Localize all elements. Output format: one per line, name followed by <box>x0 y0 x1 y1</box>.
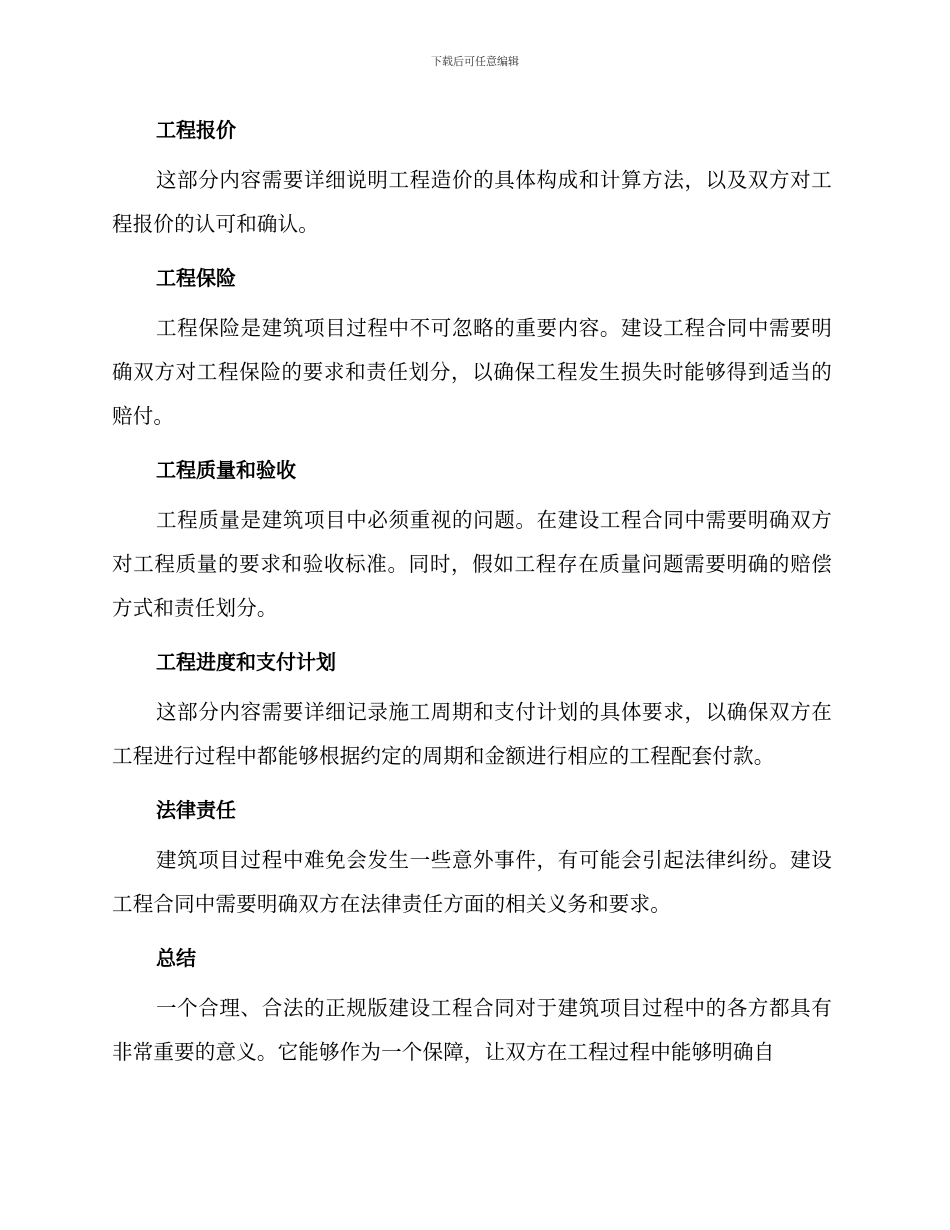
section-schedule-payment <box>112 642 832 778</box>
section-heading: 工程保险 <box>156 266 236 290</box>
section-paragraph: 建筑项目过程中难免会发生一些意外事件，有可能会引起法律纠纷。建设工程合同中需要明确双方在法律责任方面的相关义务和要求。 <box>112 848 832 916</box>
section-paragraph: 这部分内容需要详细说明工程造价的具体构成和计算方法，以及双方对工程报价的认可和确认。 <box>112 168 832 236</box>
section-paragraph: 一个合理、合法的正规版建设工程合同对于建筑项目过程中的各方都具有非常重要的意义。它能够作为一个保障，让双方在工程过程中能够明确自 <box>112 996 832 1064</box>
document-body <box>112 110 832 1086</box>
section-heading: 总结 <box>156 946 196 970</box>
section-heading: 法律责任 <box>156 798 236 822</box>
section-insurance <box>112 258 832 438</box>
section-heading: 工程质量和验收 <box>156 458 296 482</box>
page-header-note: 下载后可任意编辑 <box>431 55 519 68</box>
section-quality-acceptance <box>112 450 832 630</box>
section-legal-liability <box>112 790 832 926</box>
section-quotation <box>112 110 832 246</box>
section-heading: 工程进度和支付计划 <box>156 650 336 674</box>
section-summary <box>112 938 832 1074</box>
section-heading: 工程报价 <box>156 118 236 142</box>
section-paragraph: 这部分内容需要详细记录施工周期和支付计划的具体要求，以确保双方在工程进行过程中都能够根据约定的周期和金额进行相应的工程配套付款。 <box>112 700 832 768</box>
section-paragraph: 工程保险是建筑项目过程中不可忽略的重要内容。建设工程合同中需要明确双方对工程保险的要求和责任划分，以确保工程发生损失时能够得到适当的赔付。 <box>112 316 832 428</box>
section-paragraph: 工程质量是建筑项目中必须重视的问题。在建设工程合同中需要明确双方对工程质量的要求和验收标准。同时，假如工程存在质量问题需要明确的赔偿方式和责任划分。 <box>112 508 832 620</box>
